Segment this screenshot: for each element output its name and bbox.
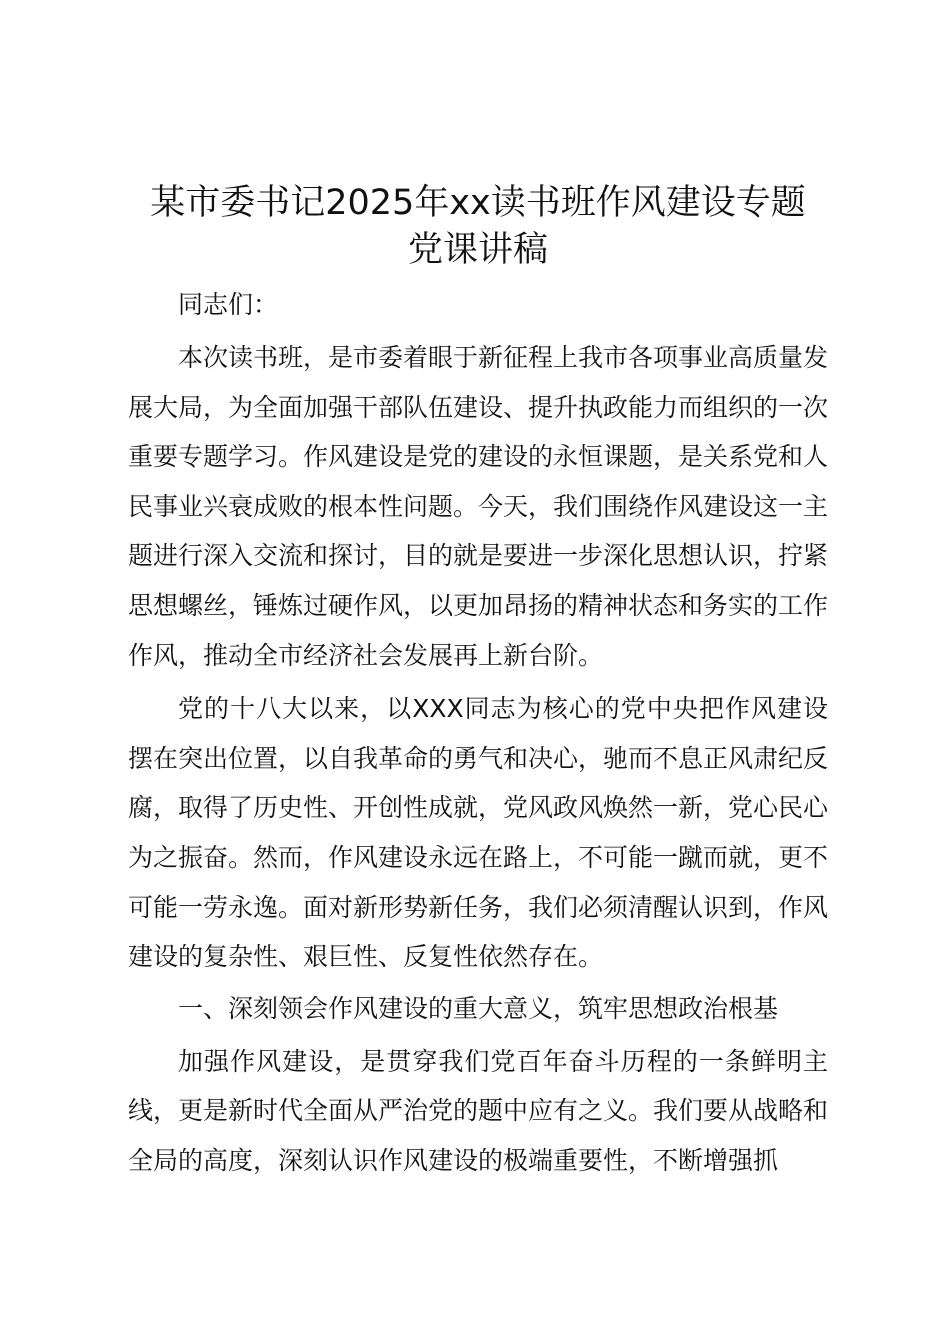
title-line-2: 党课讲稿 [407, 230, 548, 270]
title-line-1: 某市委书记2025年xx读书班作风建设专题 [150, 183, 806, 223]
section-heading: 一、深刻领会作风建设的重大意义，筑牢思想政治根基 [178, 993, 779, 1023]
salutation: 同志们： [178, 290, 279, 319]
document-page [128, 180, 828, 1186]
paragraph-intro: 本次读书班，是市委着眼于新征程上我市各项事业高质量发展大局，为全面加强干部队伍建设、提升执政能力而组织的一次重要专题学习。作风建设是党的建设的永恒课题，是关系党和人民事业兴衰成败的根本性问题。今天，我们围绕作风建设这一主题进行深入交流和探讨，目的就是要进一步深化思想认识，拧紧思想螺丝，锤炼过硬作风，以更加昂扬的精神状态和务实的工作作风，推动全市经济社会发展再上新台阶。 [128, 343, 829, 670]
paragraph-context: 党的十八大以来，以XXX同志为核心的党中央把作风建设摆在突出位置，以自我革命的勇气和决心，驰而不息正风肃纪反腐，取得了历史性、开创性成就，党风政风焕然一新，党心民心为之振奋。然而，作风建设永远在路上，不可能一蹴而就，更不可能一劳永逸。面对新形势新任务，我们必须清醒认识到，作风建设的复杂性、艰巨性、反复性依然存在。 [128, 694, 829, 972]
document-title [108, 180, 848, 274]
section-paragraph: 加强作风建设，是贯穿我们党百年奋斗历程的一条鲜明主线，更是新时代全面从严治党的题中应有之义。我们要从战略和全局的高度，深刻认识作风建设的极端重要性，不断增强抓 [128, 1046, 829, 1175]
